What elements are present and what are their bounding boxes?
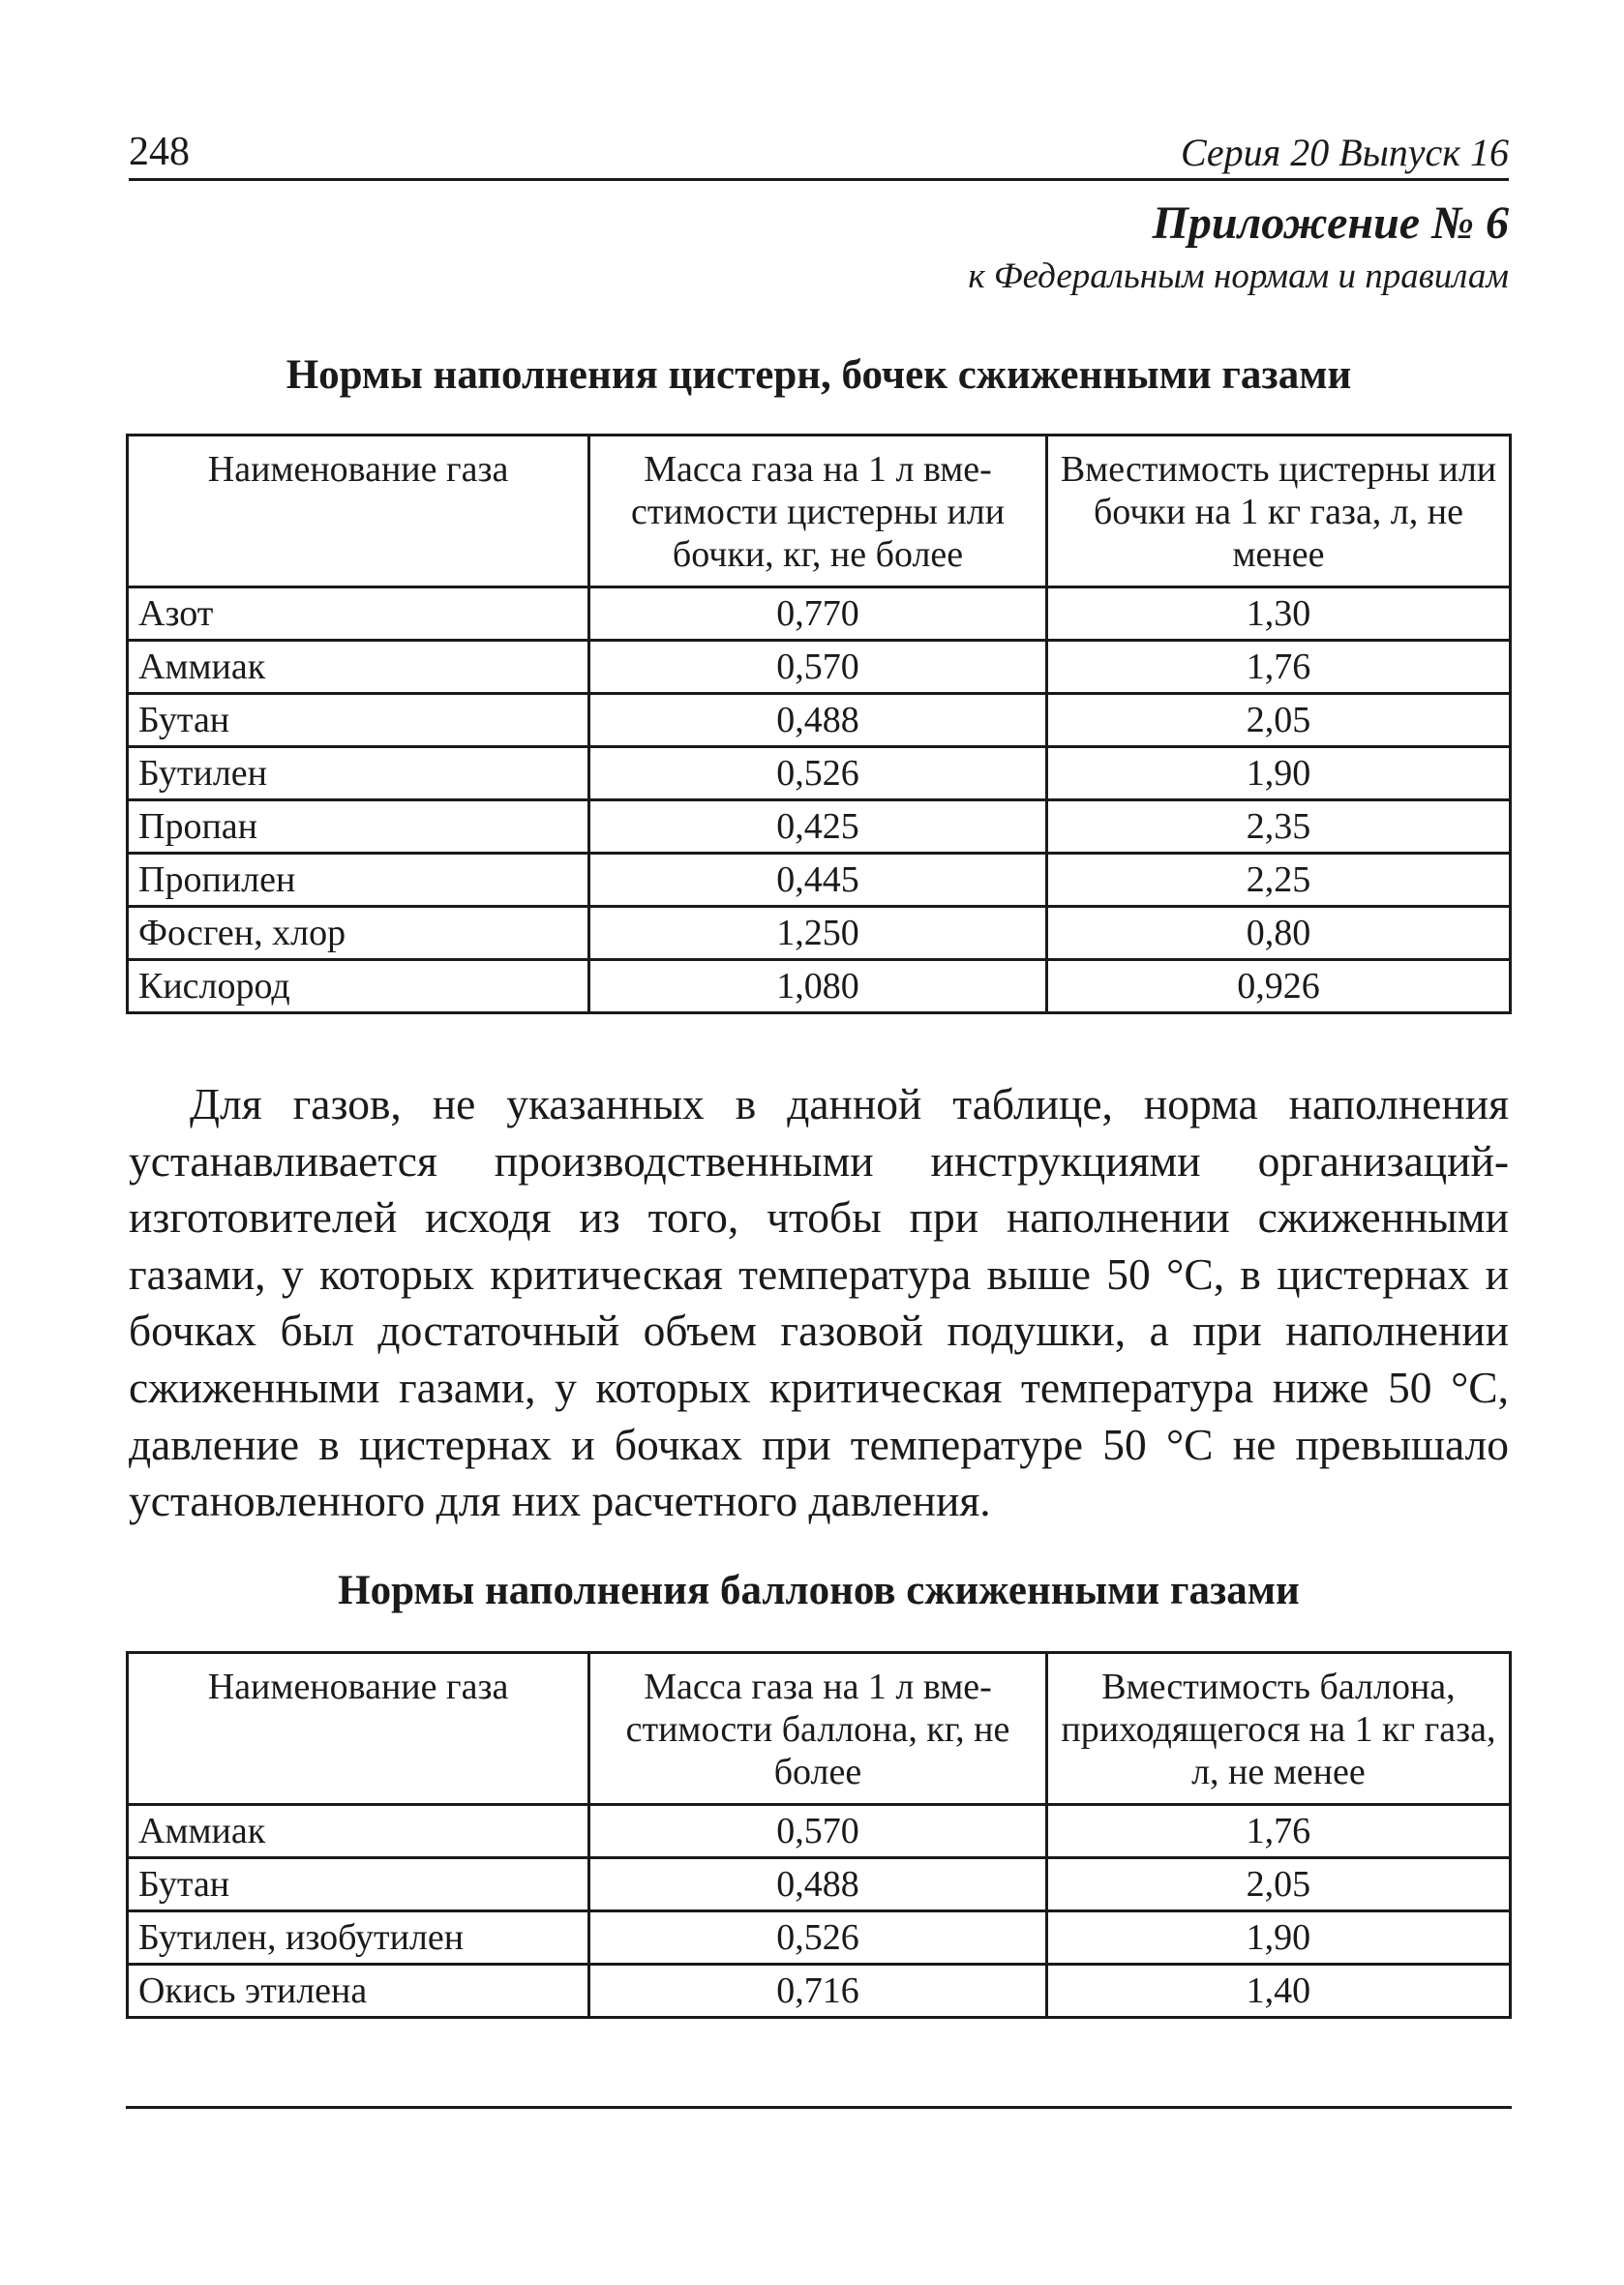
table-row bbox=[128, 587, 1511, 641]
mass-cell: 0,445 bbox=[589, 854, 1047, 907]
gas-name-cell: Фосген, хлор bbox=[128, 907, 589, 960]
tank-filling-table bbox=[126, 434, 1512, 1014]
gas-name-cell: Бутилен, изобутилен bbox=[128, 1911, 589, 1965]
gas-name-cell: Пропан bbox=[128, 800, 589, 854]
capacity-cell: 2,05 bbox=[1046, 1858, 1510, 1911]
mass-cell: 0,770 bbox=[589, 587, 1047, 641]
appendix-title: Приложение № 6 bbox=[1152, 197, 1509, 249]
gas-name-cell: Аммиак bbox=[128, 1805, 589, 1858]
gas-name-cell: Бутан bbox=[128, 694, 589, 747]
table-row bbox=[128, 1858, 1511, 1911]
footer-rule bbox=[126, 2106, 1512, 2109]
mass-cell: 0,716 bbox=[589, 1965, 1047, 2018]
column-header-gas-name: Наименование газа bbox=[128, 436, 589, 587]
capacity-cell: 1,76 bbox=[1046, 1805, 1510, 1858]
gas-name-cell: Бутилен bbox=[128, 747, 589, 800]
mass-cell: 1,080 bbox=[589, 960, 1047, 1013]
mass-cell: 0,526 bbox=[589, 1911, 1047, 1965]
column-header-capacity: Вместимость цистерны или бочки на 1 кг газа, л, не менее bbox=[1046, 436, 1510, 587]
gas-name-cell: Бутан bbox=[128, 1858, 589, 1911]
gas-name-cell: Аммиак bbox=[128, 641, 589, 694]
table2-title: Нормы наполнения баллонов сжиженными газами bbox=[338, 1568, 1300, 1613]
capacity-cell: 0,80 bbox=[1046, 907, 1510, 960]
mass-cell: 0,526 bbox=[589, 747, 1047, 800]
table-row bbox=[128, 641, 1511, 694]
capacity-cell: 1,90 bbox=[1046, 1911, 1510, 1965]
mass-cell: 1,250 bbox=[589, 907, 1047, 960]
capacity-cell: 1,76 bbox=[1046, 641, 1510, 694]
table-row bbox=[128, 747, 1511, 800]
table-row bbox=[128, 694, 1511, 747]
capacity-cell: 2,05 bbox=[1046, 694, 1510, 747]
table1-title: Нормы наполнения цистерн, бочек сжиженными газами bbox=[286, 352, 1352, 398]
table-row bbox=[128, 854, 1511, 907]
mass-cell: 0,488 bbox=[589, 694, 1047, 747]
page-number: 248 bbox=[129, 130, 190, 174]
capacity-cell: 2,35 bbox=[1046, 800, 1510, 854]
table-row bbox=[128, 907, 1511, 960]
column-header-mass: Масса газа на 1 л вме- стимости баллона, кг, не более bbox=[589, 1653, 1047, 1805]
mass-cell: 0,570 bbox=[589, 641, 1047, 694]
body-paragraph: Для газов, не указанных в данной таблице, норма наполнения устанавливается производственными инструкциями организаций-изготовителей исходя из того, чтобы при наполнении сжиженными газами, у которых критическая температура выше 50 °С, в цистернах и бочках был достаточный объем газовой подушки, а при наполнении сжиженными газами, у которых критическая температура ниже 50 °С, давление в цистернах и бочках при температуре 50 °С не превышало установленного для них расчетного давления. bbox=[129, 1079, 1509, 1526]
column-header-mass: Масса газа на 1 л вме- стимости цистерны или бочки, кг, не более bbox=[589, 436, 1047, 587]
table-row bbox=[128, 1911, 1511, 1965]
table-row bbox=[128, 960, 1511, 1013]
series-label: Серия 20 Выпуск 16 bbox=[1180, 131, 1509, 174]
page-header bbox=[129, 124, 1509, 181]
table-header-row bbox=[128, 1653, 1511, 1805]
gas-name-cell: Азот bbox=[128, 587, 589, 641]
table-header-row bbox=[128, 436, 1511, 587]
column-header-gas-name: Наименование газа bbox=[128, 1653, 589, 1805]
mass-cell: 0,570 bbox=[589, 1805, 1047, 1858]
capacity-cell: 1,40 bbox=[1046, 1965, 1510, 2018]
column-header-capacity: Вместимость баллона, приходящегося на 1 кг газа, л, не менее bbox=[1046, 1653, 1510, 1805]
mass-cell: 0,488 bbox=[589, 1858, 1047, 1911]
capacity-cell: 1,90 bbox=[1046, 747, 1510, 800]
table-row bbox=[128, 1965, 1511, 2018]
gas-name-cell: Окись этилена bbox=[128, 1965, 589, 2018]
table-row bbox=[128, 800, 1511, 854]
capacity-cell: 1,30 bbox=[1046, 587, 1510, 641]
cylinder-filling-table bbox=[126, 1651, 1512, 2019]
appendix-subtitle: к Федеральным нормам и правилам bbox=[968, 256, 1509, 296]
gas-name-cell: Кислород bbox=[128, 960, 589, 1013]
capacity-cell: 2,25 bbox=[1046, 854, 1510, 907]
gas-name-cell: Пропилен bbox=[128, 854, 589, 907]
mass-cell: 0,425 bbox=[589, 800, 1047, 854]
table-row bbox=[128, 1805, 1511, 1858]
capacity-cell: 0,926 bbox=[1046, 960, 1510, 1013]
